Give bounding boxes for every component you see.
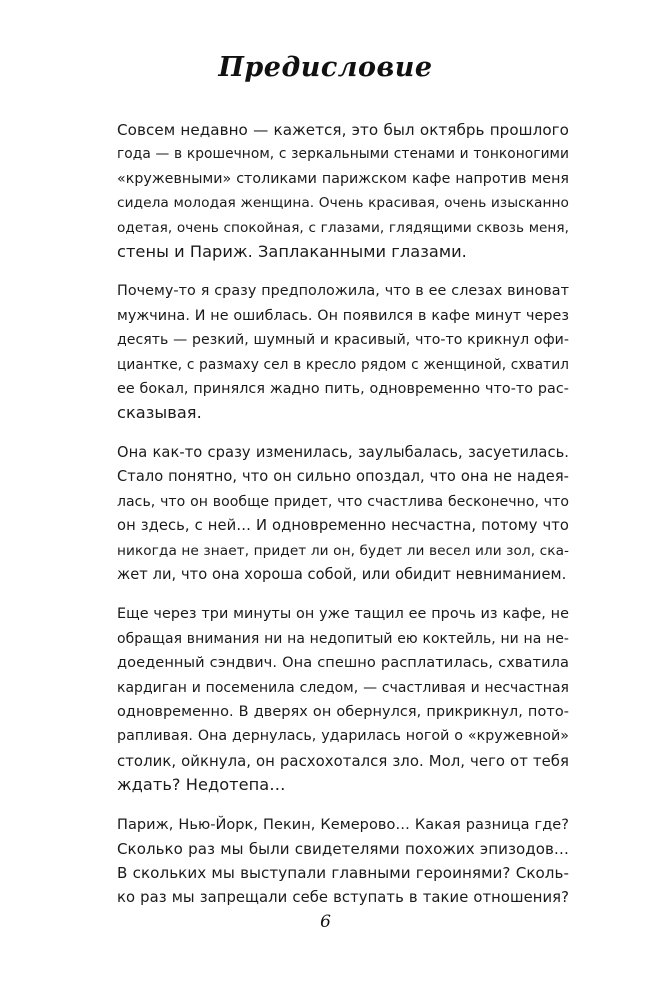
text-line: кардиган и посеменила следом, — счастливая и несчастная [117,679,569,696]
text-line: лась, что он вообще придет, что счастлива бесконечно, что [117,493,569,510]
text-line: одетая, очень спокойная, с глазами, глядящими сквозь меня, [117,219,569,236]
text-line: никогда не знает, придет ли он, будет ли весел или зол, ска- [117,542,569,559]
text-line: доеденный сэндвич. Она спешно расплатилась, схватила [117,654,569,672]
text-line: В скольких мы выступали главными героинями? Сколь- [117,864,569,883]
text-line: Совсем недавно — кажется, это был октябрь прошлого [117,121,569,139]
text-line: «кружевными» столиками парижском кафе напротив меня [117,170,569,187]
chapter-title: Предисловие [218,52,433,83]
paragraph-4 [117,602,569,797]
paragraph-1 [117,118,569,264]
text-line: стены и Париж. Заплаканными глазами. [117,242,467,262]
text-line: циантке, с размаху сел в кресло рядом с женщиной, схватил [117,356,569,373]
text-line: одновременно. В дверях он обернулся, прикрикнул, пото- [117,703,569,720]
paragraph-3 [117,441,569,587]
text-line: десять — резкий, шумный и красивый, что-то крикнул офи- [117,332,569,349]
paragraph-5 [117,813,569,911]
text-line: ждать? Недотепа… [117,775,286,795]
paragraph-2 [117,279,569,425]
text-line: сидела молодая женщина. Очень красивая, очень изысканно [117,195,569,212]
text-line: Еще через три минуты он уже тащил ее прочь из кафе, не [117,606,569,623]
text-line: Она как-то сразу изменилась, заулыбалась, засуетилась. [117,443,569,461]
text-line: Почему-то я сразу предположила, что в ее слезах виноват [117,283,569,300]
text-line: Сколько раз мы были свидетелями похожих эпизодов… [117,839,569,858]
page-number: 6 [320,912,331,932]
text-line: ко раз мы запрещали себе вступать в такие отношения? [117,888,569,906]
text-line: обращая внимания ни на недопитый ею коктейль, ни на не- [117,630,569,647]
text-line: рапливая. Она дернулась, ударилась ногой о «кружевной» [117,728,569,745]
text-line: он здесь, с ней… И одновременно несчастна, потому что [117,517,569,535]
text-line: сказывая. [117,403,202,423]
text-line: ее бокал, принялся жадно пить, одновременно что-то рас- [117,381,569,398]
text-line: столик, ойкнула, он расхохотался зло. Мол, чего от тебя [117,751,569,770]
text-line: Стало понятно, что он сильно опоздал, что она не надея- [117,468,569,486]
text-line: Париж, Нью-Йорк, Пекин, Кемерово… Какая разница где? [117,816,569,833]
text-line: мужчина. И не ошиблась. Он появился в кафе минут через [117,307,569,324]
body-text [117,118,569,925]
text-line: года — в крошечном, с зеркальными стенами и тонконогими [117,146,569,163]
text-line: жет ли, что она хороша собой, или обидит невниманием. [117,565,567,583]
